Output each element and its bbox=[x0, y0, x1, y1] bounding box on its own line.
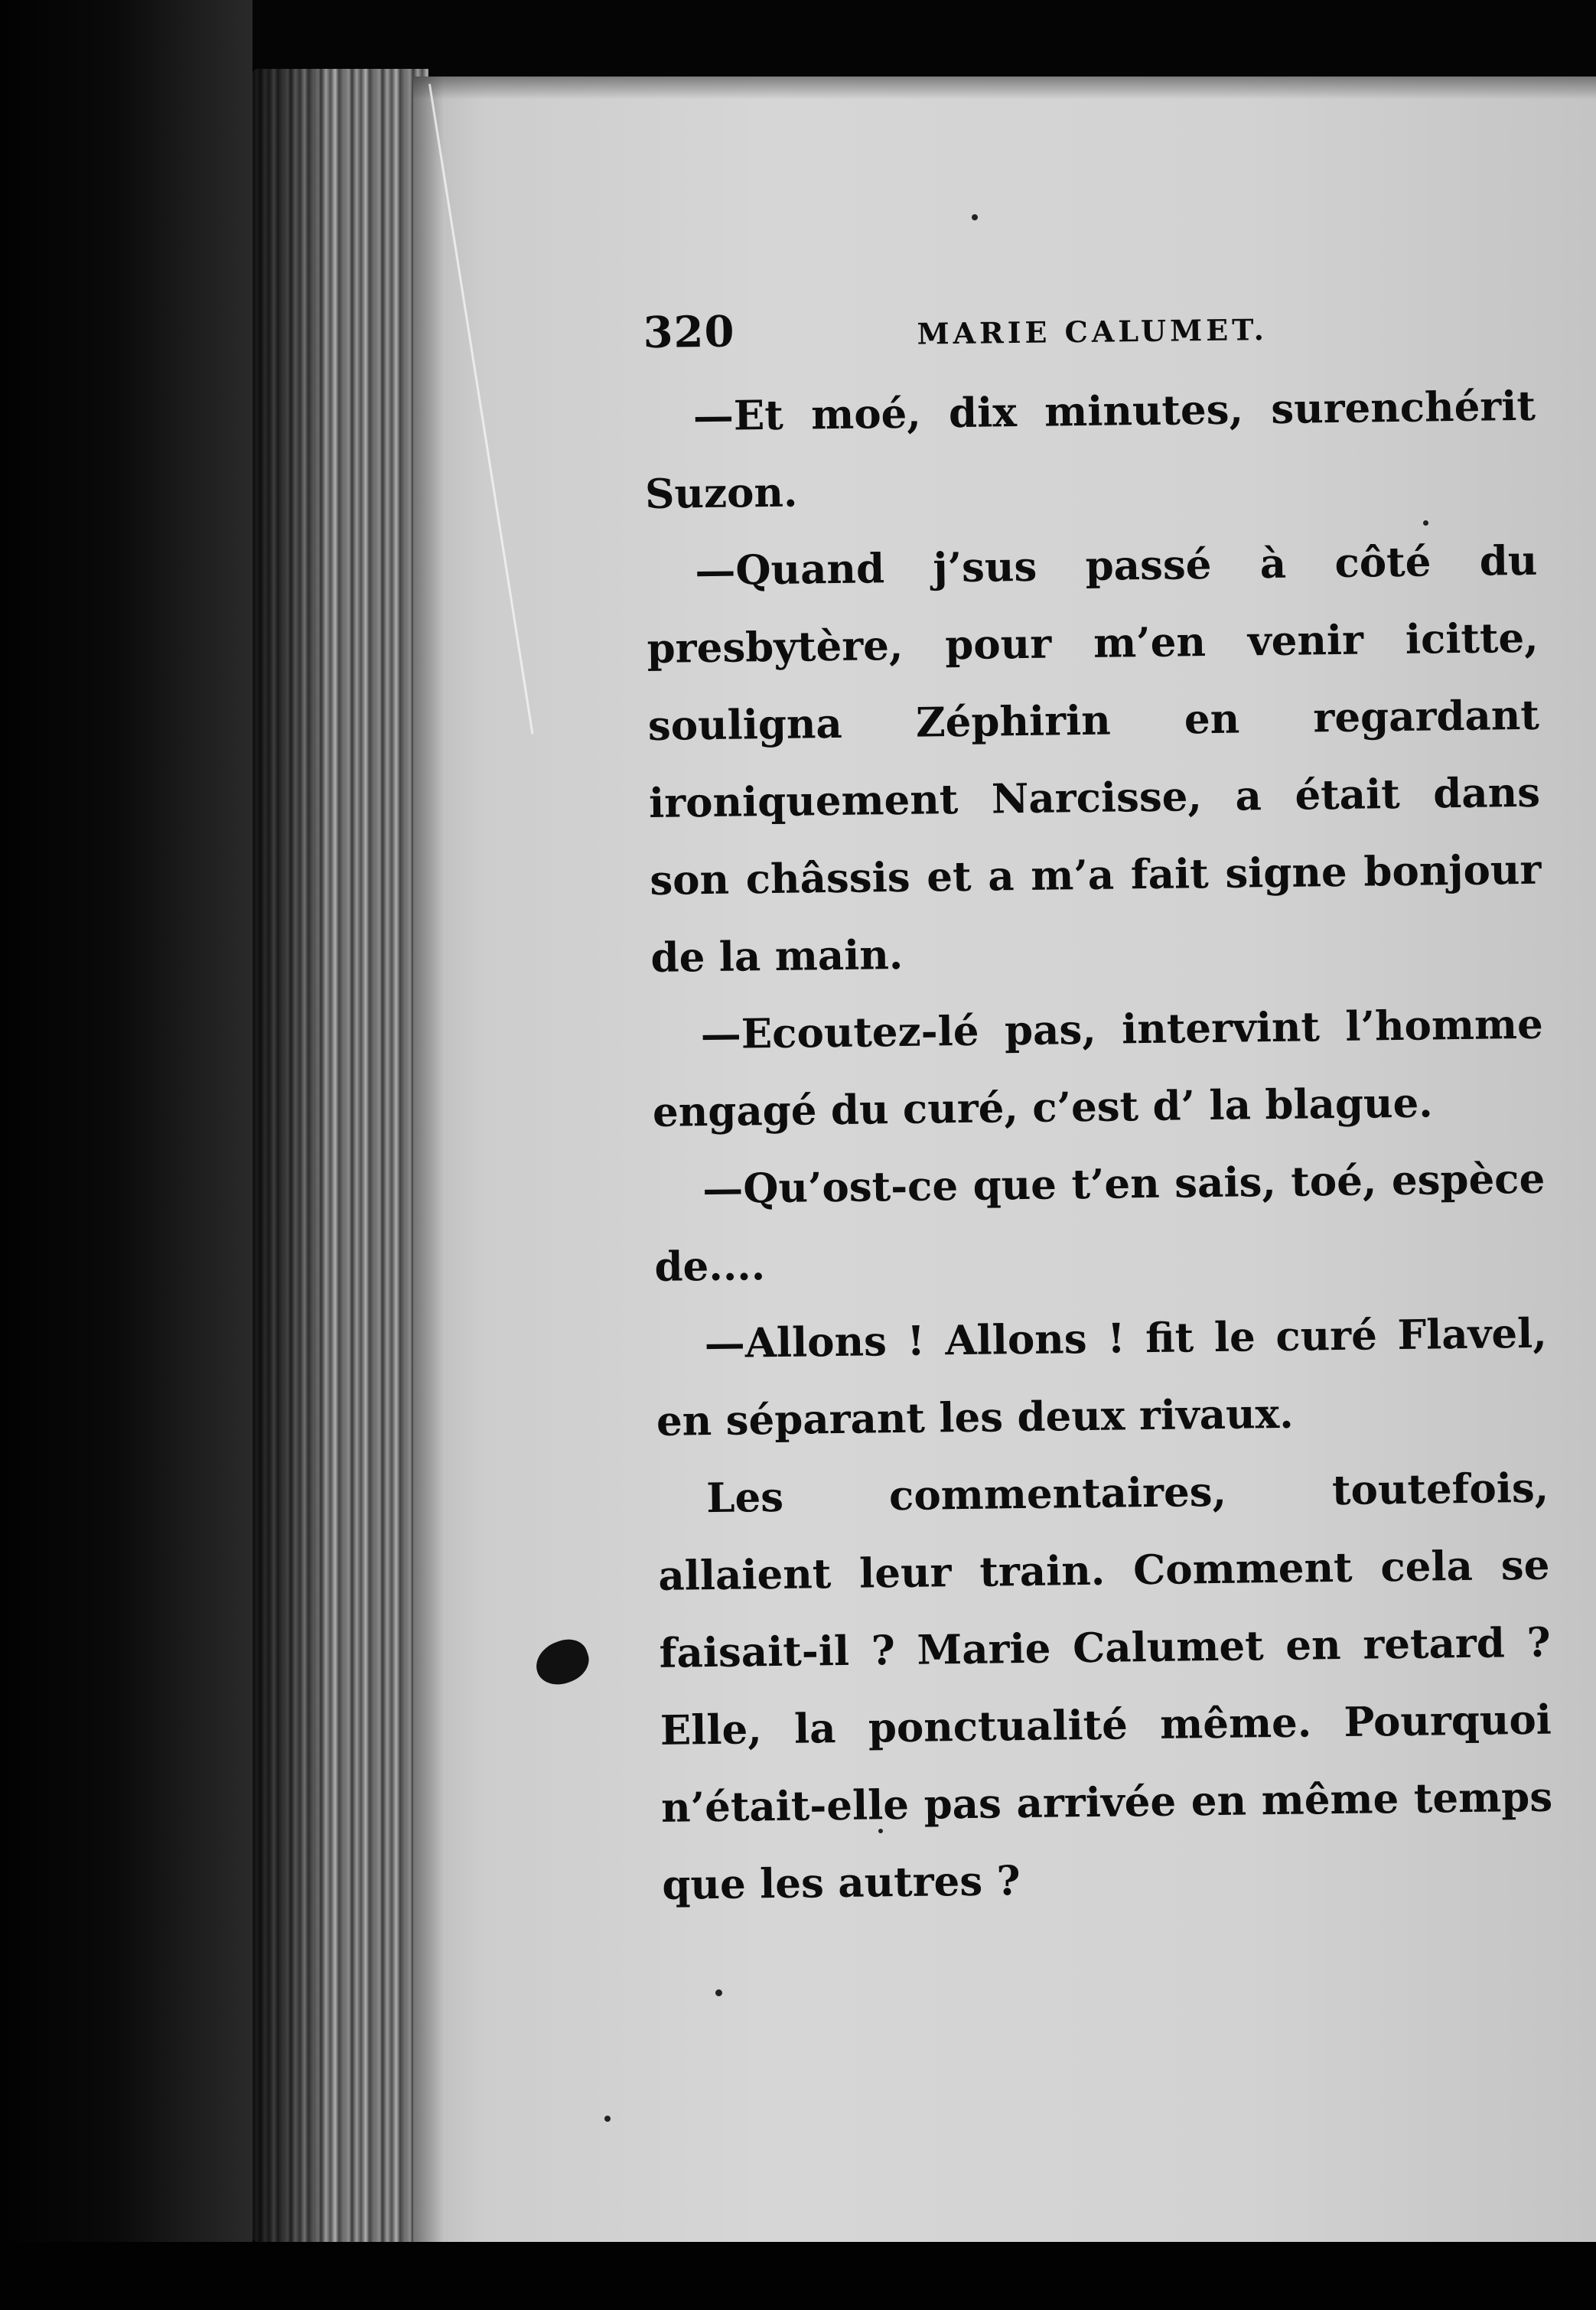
page-number: 320 bbox=[643, 306, 735, 358]
book-gutter bbox=[0, 0, 252, 2310]
dust-speck bbox=[972, 214, 978, 220]
paragraph: —Et moé, dix minutes, surenchérit Suzon. bbox=[644, 382, 1536, 518]
paragraph: —Qu’ost-ce que t’en sais, toé, espèce de.... bbox=[654, 1155, 1546, 1291]
page-edges-shadow bbox=[252, 69, 321, 2242]
page-fold-shadow bbox=[413, 77, 444, 2242]
dust-speck bbox=[604, 2116, 611, 2122]
page-text-block bbox=[643, 284, 1554, 1924]
paragraph: Les commentaires, toutefois, allaient leur train. Comment cela se faisait-il ? Marie Calumet en retard ? Elle, la ponctualité même. Pourquoi n’était-elle pas arrivée en même temps que les autres ? bbox=[658, 1464, 1553, 1909]
scan-bottom-border bbox=[0, 2242, 1596, 2310]
paragraph: —Allons ! Allons ! fit le curé Flavel, en séparant les deux rivaux. bbox=[656, 1309, 1548, 1445]
dust-speck bbox=[715, 1989, 722, 1996]
paragraph: —Ecoutez-lé pas, intervint l’homme engagé du curé, c’est d’ la blague. bbox=[652, 1000, 1544, 1136]
paragraph: —Quand j’sus passé à côté du presbytère, pour m’en venir icitte, souligna Zéphirin en regardant ironiquement Narcisse, a était dans son châssis et a m’a fait signe bonjour de la main. bbox=[647, 536, 1542, 982]
page-top-shadow bbox=[413, 77, 1596, 99]
running-title: MARIE CALUMET. bbox=[917, 312, 1269, 351]
running-head bbox=[643, 284, 1535, 379]
